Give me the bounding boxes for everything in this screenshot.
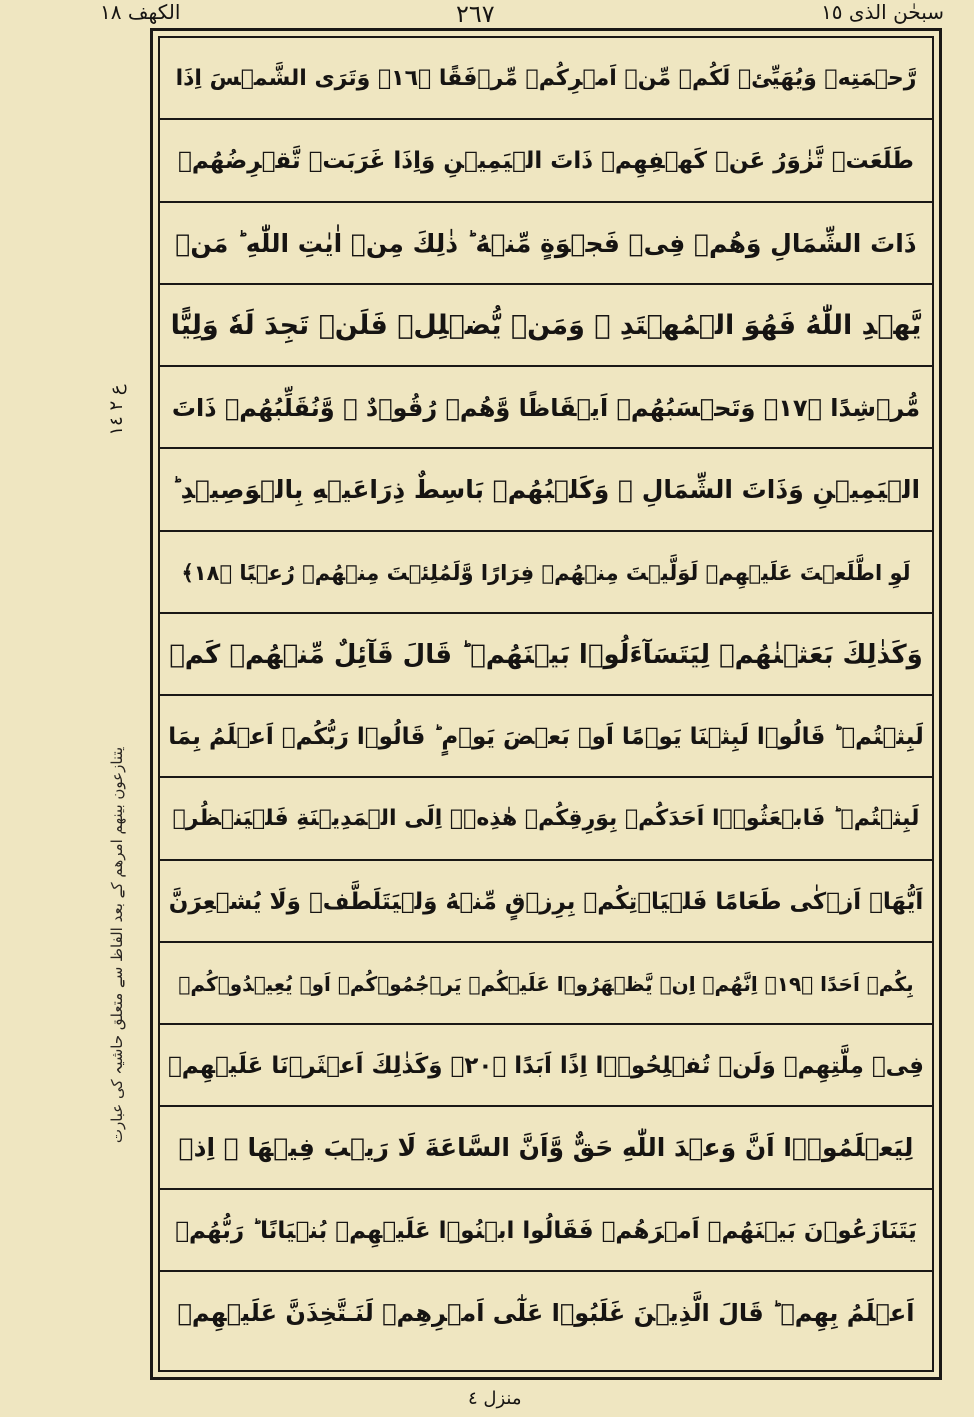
verse-lines xyxy=(160,38,932,1370)
verse-line: اَيُّهَاۤ اَزۡكٰى طَعَامًا فَلۡيَاۡتِكُمۡ بِرِزۡقٍ مِّنۡهُ وَلۡيَتَلَطَّفۡ وَلَا يُشۡعِرَنَّ xyxy=(160,861,932,943)
page-number: ٢٦٧ xyxy=(456,0,495,28)
verse-line: فِىۡ مِلَّتِهِمۡ وَلَنۡ تُفۡلِحُوۡۤا اِذًا اَبَدًا ﴿٢٠﴾ وَكَذٰلِكَ اَعۡثَرۡنَا عَلَيۡهِمۡ xyxy=(160,1025,932,1107)
margin-note xyxy=(96,620,136,1270)
ruku-marker xyxy=(104,380,134,440)
verse-line: وَكَذٰلِكَ بَعَثۡنٰهُمۡ لِيَتَسَآءَلُوۡا بَيۡنَهُمۡ‌ ؕ قَالَ قَآئِلٌ مِّنۡهُمۡ كَمۡ xyxy=(160,614,932,696)
verse-line: يَتَنَازَعُوۡنَ بَيۡنَهُمۡ اَمۡرَهُمۡ فَقَالُوا ابۡنُوۡا عَلَيۡهِمۡ بُنۡيَانًا ‌ؕ رَبُّهُمۡ xyxy=(160,1190,932,1272)
verse-line: لَبِثۡتُمۡ ؕ فَابۡعَثُوۡۤا اَحَدَكُمۡ بِوَرِقِكُمۡ هٰذِهٖۤ اِلَى الۡمَدِيۡنَةِ فَلۡيَنۡظُرۡ xyxy=(160,778,932,860)
verse-line: رَّحۡمَتِهٖ وَيُهَيِّئۡ لَكُمۡ مِّنۡ اَمۡرِكُمۡ مِّرۡفَقًا ﴿١٦﴾ وَتَرَى الشَّمۡسَ اِذَا xyxy=(160,38,932,120)
verse-line: الۡيَمِيۡنِ وَذَاتَ الشِّمَالِ ۖ وَكَلۡبُهُمۡ بَاسِطٌ ذِرَاعَيۡهِ بِالۡوَصِيۡدِ‌ ؕ xyxy=(160,449,932,531)
header-surah-name: الکھف ١٨ xyxy=(100,0,181,24)
header-para-name: سبحٰن الذی ١٥ xyxy=(821,0,944,24)
verse-line: مُّرۡشِدًا ﴿١٧﴾ وَتَحۡسَبُهُمۡ اَيۡقَاظًا وَّهُمۡ رُقُوۡدٌ ۖ وَّنُقَلِّبُهُمۡ ذَاتَ xyxy=(160,367,932,449)
verse-line: اَعۡلَمُ بِهِمۡ‌ ؕ قَالَ الَّذِيۡنَ غَلَبُوۡا عَلٰٓى اَمۡرِهِمۡ لَنَـتَّخِذَنَّ عَلَيۡهِمۡ xyxy=(177,1298,915,1327)
verse-line: طَلَعَتۡ تَّزٰوَرُ عَنۡ كَهۡفِهِمۡ ذَاتَ الۡيَمِيۡنِ وَاِذَا غَرَبَتۡ تَّقۡرِضُهُمۡ xyxy=(160,120,932,202)
verse-line: لَبِثۡتُمۡ‌ ؕ قَالُوۡا لَبِثۡنَا يَوۡمًا اَوۡ بَعۡضَ يَوۡمٍ‌ ؕ قَالُوۡا رَبُّكُمۡ اَعۡلَمُ بِمَا xyxy=(160,696,932,778)
verse-line: يَّهۡدِ اللّٰهُ فَهُوَ الۡمُهۡتَدِ‌ ۚ وَمَنۡ يُّضۡلِلۡ فَلَنۡ تَجِدَ لَهٗ وَلِيًّا xyxy=(160,285,932,367)
verse-line: بِكُمۡ اَحَدًا ﴿١٩﴾ اِنَّهُمۡ اِنۡ يَّظۡهَرُوۡا عَلَيۡكُمۡ يَرۡجُمُوۡكُمۡ اَوۡ يُعِيۡدُوۡكُمۡ xyxy=(160,943,932,1025)
manzil-label: منزل ٤ xyxy=(468,1388,522,1409)
margin-note-text: يتنازعون بينهم امرهم کے بعد الفاظ سے متعلق حاشیہ کی عبارت xyxy=(108,746,126,1144)
ruku-marker-text: ع ٢ ١٤ xyxy=(106,384,127,436)
verse-line: لَوِ اطَّلَعۡتَ عَلَيۡهِمۡ لَوَلَّيۡتَ مِنۡهُمۡ فِرَارًا وَّلَمُلِئۡتَ مِنۡهُمۡ رُعۡبًا ﴿١٨﴾ xyxy=(160,532,932,614)
verse-line: ذَاتَ الشِّمَالِ وَهُمۡ فِىۡ فَجۡوَةٍ مِّنۡهُ‌ ؕ ذٰلِكَ مِنۡ اٰيٰتِ اللّٰهِ‌ ؕ مَنۡ xyxy=(160,203,932,285)
verse-line: لِيَعۡلَمُوۡۤا اَنَّ وَعۡدَ اللّٰهِ حَقٌّ وَّاَنَّ السَّاعَةَ لَا رَيۡبَ فِيۡهَا ۚ اِذۡ xyxy=(160,1107,932,1189)
